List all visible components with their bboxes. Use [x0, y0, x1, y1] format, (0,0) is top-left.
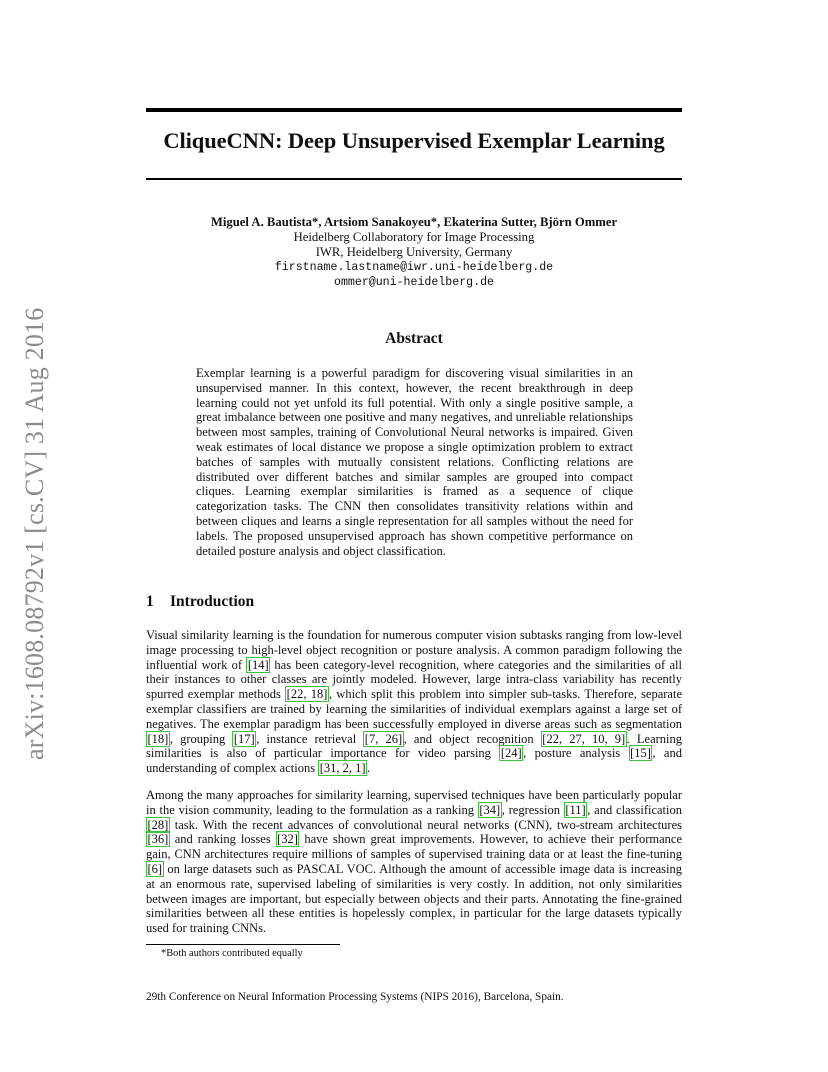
abstract-text: Exemplar learning is a powerful paradigm for discovering visual similarities in an unsupervised manner. In this context, however, the recent breakthrough in deep learning could not yet unfold its full potential. With only a single positive sample, a great imbalance between one positive and many negatives, and unreliable relationships between most samples, training of Convolutional Neural networks is impaired. Given weak estimates of local distance we propose a single optimization problem to extract batches of samples with mutually consistent relations. Conflicting relations are distributed over different batches and similar samples are grouped into compact cliques. Learning exemplar similarities is framed as a sequence of clique categorization tasks. The CNN then consolidates transitivity relations within and between cliques and learns a single representation for all samples without the need for labels. The proposed unsupervised approach has shown competitive performance on detailed posture analysis and object classification. — [196, 366, 633, 558]
paper-title: CliqueCNN: Deep Unsupervised Exemplar Learning — [163, 128, 665, 153]
citation-link[interactable]: [24] — [500, 746, 522, 761]
citation-link[interactable]: [22, 27, 10, 9] — [542, 731, 626, 746]
citation-link[interactable]: [18] — [147, 731, 169, 746]
title-rule-bottom — [146, 178, 682, 180]
citation-link[interactable]: [14] — [247, 657, 269, 672]
citation-link[interactable]: [31, 2, 1] — [319, 761, 366, 776]
footnote-rule — [146, 944, 340, 945]
conference-note: 29th Conference on Neural Information Processing Systems (NIPS 2016), Barcelona, Spain. — [146, 991, 564, 1003]
email-generic[interactable]: firstname.lastname@iwr.uni-heidelberg.de — [274, 261, 554, 274]
footnote: *Both authors contributed equally — [161, 948, 303, 959]
citation-link[interactable]: [32] — [277, 832, 298, 847]
title-rule-top — [146, 108, 682, 112]
citation-link[interactable]: [17] — [233, 731, 255, 746]
citation-link[interactable]: [11] — [565, 802, 586, 817]
citation-link[interactable]: [22, 18] — [286, 687, 328, 702]
author-list: Miguel A. Bautista*, Artsiom Sanakoyeu*, Ekaterina Sutter, Björn Ommer — [210, 215, 618, 229]
email-ommer[interactable]: ommer@uni-heidelberg.de — [333, 276, 495, 289]
citation-link[interactable]: [34] — [479, 802, 501, 817]
section-number: 1 — [146, 593, 154, 610]
citation-link[interactable]: [28] — [147, 817, 169, 832]
intro-paragraph-1: Visual similarity learning is the foundation for numerous computer vision subtasks ranging from low-level image processing to high-level object recognition or posture analysis. A common paradigm following the influential work of [14] has been category-level recognition, where categories and the similarities of all their instances to other classes are jointly modeled. However, large intra-class variability has recently spurred exemplar methods [22, 18] , which split this problem into simpler sub-tasks. Therefore, separate exemplar classifiers are trained by learning the similarities of individual exemplars against a large set of negatives. The exemplar paradigm has been successfully employed in diverse areas such as segmentation [18] , grouping [17] , instance retrieval [7, 26] , and object recognition [22, 27, 10, 9] . Learning similarities is also of particular importance for video parsing [24] , posture analysis [15] , and understanding of complex actions [31, 2, 1] . — [146, 628, 683, 776]
citation-link[interactable]: [15] — [630, 746, 651, 761]
intro-paragraph-2: Among the many approaches for similarity learning, supervised techniques have been particularly popular in the vision community, leading to the formulation as a ranking [34] , regression [11] , and classification [28] task. With the recent advances of convolutional neural networks (CNN), two-stream architectures [36] and ranking losses [32] have shown great improvements. However, to achieve their performance gain, CNN architectures require millions of samples of supervised training data or at least the fine-tuning [6] on large datasets such as PASCAL VOC. Although the amount of accessible image data is increasing at an enormous rate, supervised labeling of similarities is very costly. In addition, not only similarities between images are important, but especially between objects and their parts. Annotating the fine-grained similarities between all these entities is hopelessly complex, in particular for the large datasets typically used for training CNNs. — [146, 788, 682, 936]
citation-link[interactable]: [7, 26] — [364, 731, 403, 746]
citation-link[interactable]: [6] — [147, 861, 163, 876]
arxiv-stamp: arXiv:1608.08792v1 [cs.CV] 31 Aug 2016 — [20, 307, 49, 760]
affiliation: Heidelberg Collaboratory for Image Processing — [293, 230, 535, 244]
institute: IWR, Heidelberg University, Germany — [315, 245, 513, 259]
author-block — [146, 215, 682, 290]
section-heading — [146, 593, 254, 611]
section-title: Introduction — [170, 593, 255, 610]
abstract-heading: Abstract — [385, 330, 443, 347]
citation-link[interactable]: [36] — [147, 832, 169, 847]
